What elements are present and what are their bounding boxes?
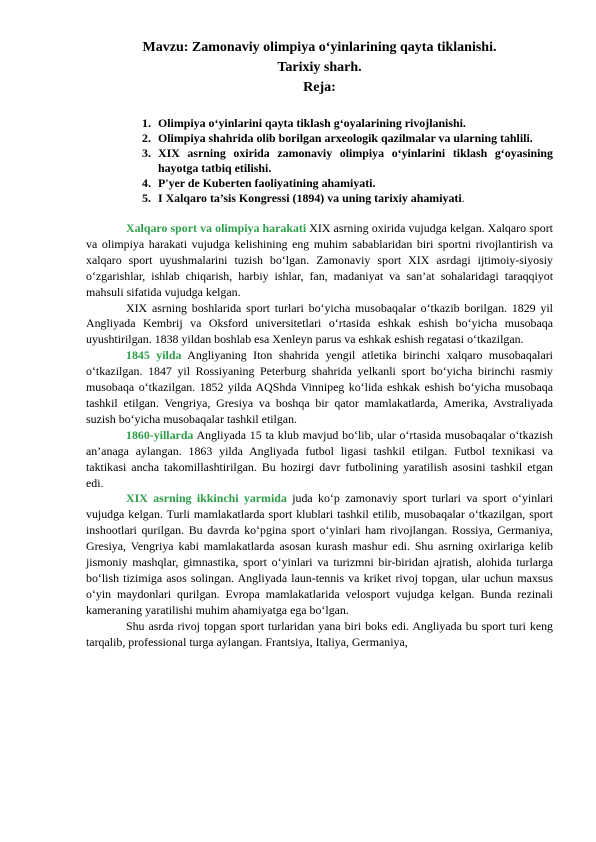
title-block bbox=[86, 38, 553, 98]
plan-item-number: 4. bbox=[142, 176, 151, 190]
plan-item-number: 3. bbox=[142, 146, 151, 160]
highlighted-lead: XIX asrning ikkinchi yarmida bbox=[126, 491, 287, 506]
plan-heading: Reja: bbox=[303, 80, 336, 95]
plan-item bbox=[142, 116, 553, 131]
plan-item bbox=[142, 191, 553, 206]
paragraph bbox=[86, 221, 553, 301]
paragraph-text: XIX asrning oxirida vujudga kelgan. Xalqaro sport va olimpiya harakati vujudga kelishining eng muhim sabablaridan biri sportni rivojlantirish va xalqaro sport uyushmalarini tuzish bo‘lgan. Zamonaviy sport XIX asrdagi ijtimoiy-siyosiy o‘zgarishlar, ishlab chiqarish, harbiy ishlar, fan, madaniyat va san’at sohalaridagi taraqqiyot mahsuli sifatida vujudga kelgan. bbox=[86, 221, 553, 299]
plan-item-text bbox=[158, 191, 553, 206]
paragraph-text: XIX asrning boshlarida sport turlari bo‘yicha musobaqalar o‘tkazib borilgan. 1829 yil Angliyada Kembrij va Oksford universitetlari o‘rtasida eshkak eshish bo‘yicha musobaqa uyushtirilgan. 1838 yildan boshlab esa Xenleyn parus va eshkak eshish regatasi o‘tkazilgan. bbox=[86, 300, 553, 347]
paragraph-text: Angliyada 15 ta klub mavjud bo‘lib, ular o‘rtasida musobaqalar o‘tkazish an’anaga aylangan. 1863 yilda Angliyada futbol ligasi tashkil etilgan. Futbol texnikasi va taktikasi ancha takomillashtirilgan. Bu hozirgi davr futbolining yaratilish asosini tashkil etgan edi. bbox=[86, 427, 553, 490]
plan-item bbox=[142, 131, 553, 146]
document-title: Mavzu: Zamonaviy olimpiya o‘yinlarining qayta tiklanishi. bbox=[142, 40, 497, 55]
plan-item-text: Olimpiya shahrida olib borilgan arxeologik qazilmalar va ularning tahlili. bbox=[158, 131, 533, 145]
plan-item-text: XIX asrning oxirida zamonaviy olimpiya o‘yinlarini tiklash g‘oyasining hayotga tatbiq etilishi. bbox=[158, 146, 553, 175]
paragraph bbox=[86, 491, 553, 618]
highlighted-lead: 1845 yilda bbox=[126, 348, 182, 363]
plan-item-text-main: I Xalqaro ta’sis Kongressi (1894) va uning tarixiy ahamiyati bbox=[158, 191, 462, 205]
plan-item-number: 2. bbox=[142, 131, 151, 145]
paragraph bbox=[86, 301, 553, 349]
plan-item-text-suffix: . bbox=[461, 191, 465, 205]
plan-item-number: 1. bbox=[142, 116, 151, 130]
plan-item bbox=[142, 146, 553, 176]
plan-item-text: P'yer de Kuberten faoliyatining ahamiyati. bbox=[158, 176, 376, 190]
highlighted-lead: Xalqaro sport va olimpiya harakati bbox=[126, 221, 307, 235]
paragraph-text: juda ko‘p zamonaviy sport turlari va sport o‘yinlari vujudga kelgan. Turli mamlakatlarda sport klublari tashkil etilib, musobaqalar o‘tkazilgan, sport inshootlari qurilgan. Bu davrda ko‘pgina sport o‘yinlari ham rivojlangan. Rossiya, Germaniya, Gresiya, Vengriya kabi mamlakatlarda asosan kurash mashur edi. Shu asrning oxirlariga kelib jismoniy mashqlar, gimnastika, sport o‘yinlari va turizmni bir-biridan ajratish, alohida turlarga bo‘lish tizimiga asos solingan. Angliyada laun-tennis va kriket rivoj topgan, ular uchun maxsus o‘yin maydonlari qurilgan. Evropa mamlakatlarida velosport vujudga kelgan. Bunda rezinali kameraning yaratilishi muhim ahamiyatga ega bo‘lgan. bbox=[86, 491, 554, 617]
paragraph-text: Shu asrda rivoj topgan sport turlaridan yana biri boks edi. Angliyada bu sport turi keng tarqalib, professional turga aylangan. Frantsiya, Italiya, Germaniya, bbox=[86, 618, 553, 649]
plan-item-text: Olimpiya o‘yinlarini qayta tiklash g‘oyalarining rivojlanishi. bbox=[158, 116, 466, 130]
paragraph bbox=[86, 619, 553, 651]
highlighted-lead: 1860-yillarda bbox=[126, 427, 194, 442]
document-subtitle: Tarixiy sharh. bbox=[277, 60, 362, 75]
body-text bbox=[86, 221, 553, 650]
plan-list bbox=[86, 116, 553, 206]
paragraph bbox=[86, 348, 553, 428]
plan-item bbox=[142, 176, 553, 191]
paragraph-text: Angliyaning Iton shahrida yengil atletika birinchi xalqaro musobaqalari o‘tkazilgan. 1847 yil Rossiyaning Peterburg shahrida yelkanli sport bo‘yicha birinchi rasmiy musobaqa o‘tkazilgan. 1852 yilda AQShda Vinnipeg ko‘lida eshkak eshish bo‘yicha musobaqa tashkil etilgan. Vengriya, Gresiya va boshqa bir qator mamlakatlarda, Amerika, Avstraliyada suzish bo‘yicha musobaqalar tashkil etilgan. bbox=[86, 348, 553, 426]
paragraph bbox=[86, 428, 553, 492]
plan-item-number: 5. bbox=[142, 191, 151, 205]
